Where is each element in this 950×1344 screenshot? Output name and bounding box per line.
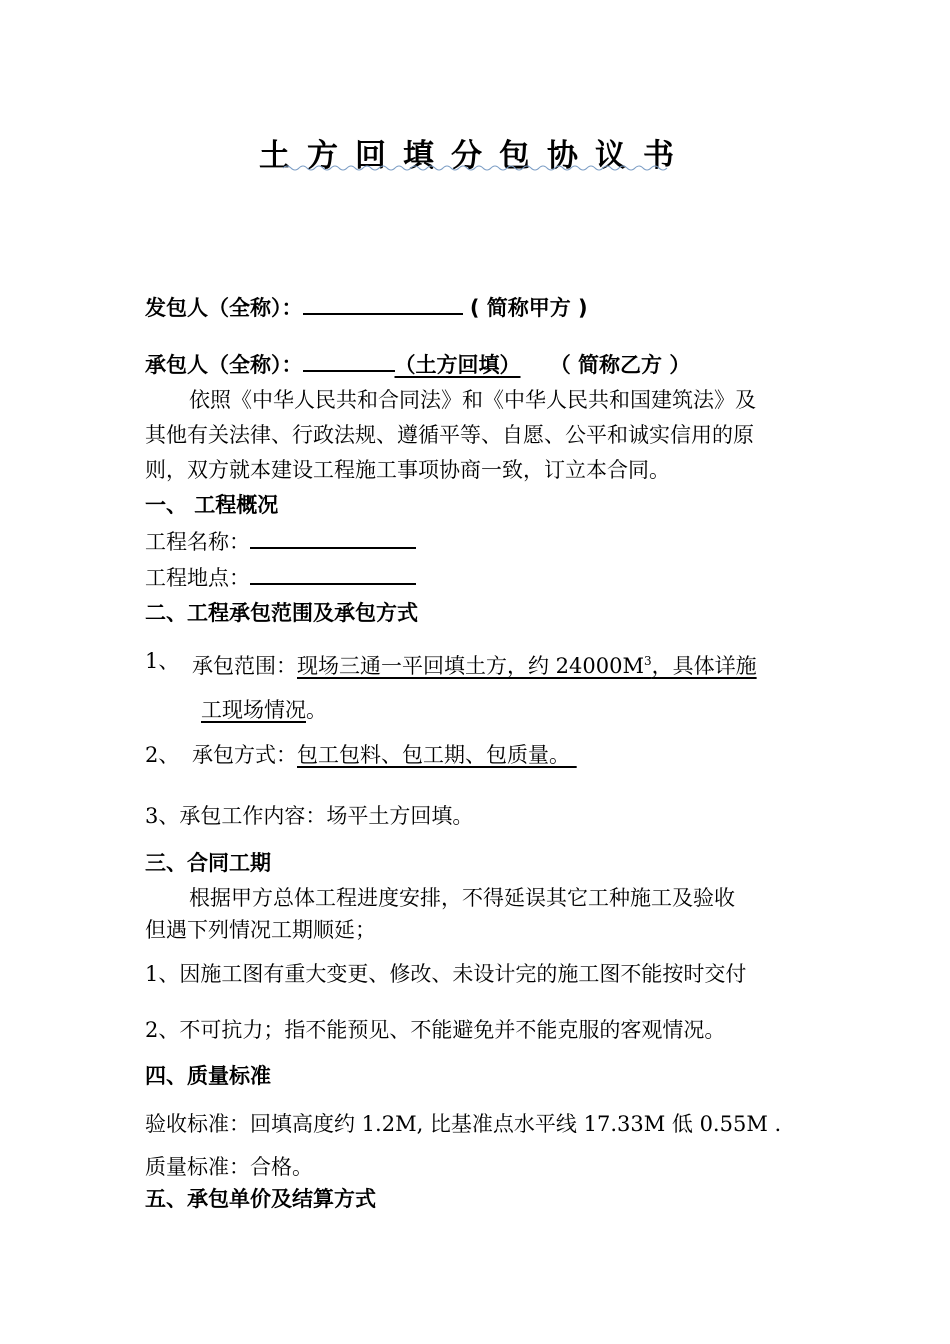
party-a-name-blank bbox=[303, 293, 463, 315]
section-4-heading: 四、质量标准 bbox=[145, 1064, 271, 1088]
party-b-line bbox=[145, 350, 690, 379]
party-b-name-blank bbox=[303, 350, 395, 372]
section-3-heading: 三、合同工期 bbox=[145, 851, 271, 875]
project-site-label: 工程地点： bbox=[145, 566, 250, 590]
scope-value: 现场三通一平回填土方，约 $24000M^3$，具体详施 bbox=[297, 654, 757, 678]
delay-item-2: 2、不可抗力；指不能预见、不能避免并不能克服的客观情况。 bbox=[145, 1018, 726, 1042]
project-site-line bbox=[145, 563, 416, 592]
party-b-suffix: （ 简称乙方 ） bbox=[549, 353, 691, 377]
scope-line-2: 工现场情况。 bbox=[201, 698, 327, 722]
party-b-value: （土方回填） bbox=[394, 353, 521, 377]
acceptance-standard: 验收标准：回填高度约 1.2M, 比基准点水平线 17.33M 低 0.55M . bbox=[145, 1112, 782, 1136]
intro-line-1: 依照《中华人民共和合同法》和《中华人民共和国建筑法》及 bbox=[189, 388, 756, 412]
delay-item-1: 1、因施工图有重大变更、修改、未设计完的施工图不能按时交付 bbox=[145, 962, 747, 986]
scope-number: 1、 bbox=[145, 649, 180, 673]
section-2-heading: 二、工程承包范围及承包方式 bbox=[145, 601, 418, 625]
party-b-label: 承包人（全称）： bbox=[145, 353, 303, 377]
quality-standard: 质量标准：合格。 bbox=[145, 1155, 313, 1179]
party-a-label: 发包人（全称）： bbox=[145, 296, 303, 320]
scope-value-continued: 工现场情况 bbox=[201, 698, 306, 722]
project-site-blank bbox=[250, 563, 416, 585]
section-1-heading: 一、 工程概况 bbox=[145, 493, 279, 517]
project-name-label: 工程名称： bbox=[145, 530, 250, 554]
method-line bbox=[192, 741, 577, 769]
work-content-line: 3、承包工作内容：场平土方回填。 bbox=[145, 804, 474, 828]
project-name-line bbox=[145, 527, 416, 556]
schedule-line-2: 但遇下列情况工期顺延； bbox=[145, 918, 376, 942]
scope-label: 承包范围： bbox=[192, 654, 297, 678]
party-a-line bbox=[145, 293, 588, 322]
schedule-line-1: 根据甲方总体工程进度安排，不得延误其它工种施工及验收 bbox=[189, 886, 735, 910]
spellcheck-underline bbox=[283, 164, 671, 172]
project-name-blank bbox=[250, 527, 416, 549]
method-label: 承包方式： bbox=[192, 743, 297, 767]
section-5-heading: 五、承包单价及结算方式 bbox=[145, 1187, 376, 1211]
party-a-suffix: ( 简称甲方 ) bbox=[469, 296, 588, 320]
intro-line-3: 则，双方就本建设工程施工事项协商一致，订立本合同。 bbox=[145, 458, 670, 482]
intro-line-2: 其他有关法律、行政法规、遵循平等、自愿、公平和诚实信用的原 bbox=[145, 423, 754, 447]
method-value: 包工包料、包工期、包质量。 bbox=[297, 743, 570, 767]
document-title: 土方回填分包协议书 bbox=[259, 138, 691, 174]
method-number: 2、 bbox=[145, 743, 180, 767]
scope-line bbox=[192, 647, 757, 680]
